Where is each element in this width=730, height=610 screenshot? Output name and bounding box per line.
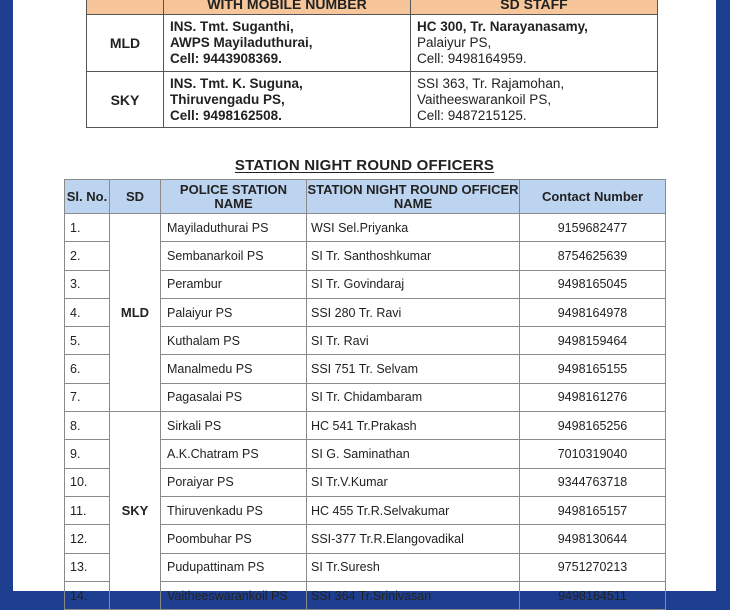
sd-staff-row-sky — [87, 72, 658, 128]
officer-name: SI Tr.Suresh — [307, 553, 520, 581]
serial-number: 9. — [65, 440, 110, 468]
serial-number: 7. — [65, 383, 110, 411]
contact-number: 9498165256 — [520, 412, 666, 440]
contact-number: 9498130644 — [520, 525, 666, 553]
table-row — [65, 412, 666, 440]
officer-name: SI Tr. Ravi — [307, 327, 520, 355]
serial-number: 11. — [65, 496, 110, 524]
officer-name: SI Tr. Govindaraj — [307, 270, 520, 298]
officer-rows — [65, 214, 666, 610]
contact-number: 9751270213 — [520, 553, 666, 581]
police-station-name: Poombuhar PS — [161, 525, 307, 553]
officer-name: SSI 751 Tr. Selvam — [307, 355, 520, 383]
sd-code: SKY — [87, 72, 164, 128]
serial-number: 6. — [65, 355, 110, 383]
officer-name: SSI-377 Tr.R.Elangovadikal — [307, 525, 520, 553]
serial-number: 5. — [65, 327, 110, 355]
police-station-name: Kuthalam PS — [161, 327, 307, 355]
police-station-name: Palaiyur PS — [161, 298, 307, 326]
contact-number: 9498161276 — [520, 383, 666, 411]
police-station-name: Manalmedu PS — [161, 355, 307, 383]
police-station-name: A.K.Chatram PS — [161, 440, 307, 468]
police-station-name: Vaitheeswarankoil PS — [161, 581, 307, 609]
sd-code: MLD — [87, 15, 164, 72]
staff-contact: SSI 363, Tr. Rajamohan, Vaitheeswarankoil PS, Cell: 9487215125. — [411, 72, 658, 128]
sd-header: SD — [110, 180, 161, 214]
serial-number: 14. — [65, 581, 110, 609]
police-station-name: Sembanarkoil PS — [161, 242, 307, 270]
serial-number: 12. — [65, 525, 110, 553]
contact-number: 9498164978 — [520, 298, 666, 326]
serial-number: 8. — [65, 412, 110, 440]
serial-number: 10. — [65, 468, 110, 496]
sd-staff-header-row — [87, 0, 658, 15]
officer-name-header: STATION NIGHT ROUND OFFICER NAME — [307, 180, 520, 214]
police-station-name: Poraiyar PS — [161, 468, 307, 496]
serial-number: 13. — [65, 553, 110, 581]
police-station-header: POLICE STATION NAME — [161, 180, 307, 214]
sd-code: SKY — [110, 412, 161, 610]
contact-number: 9498165155 — [520, 355, 666, 383]
police-station-name: Pagasalai PS — [161, 383, 307, 411]
staff-contact: HC 300, Tr. Narayanasamy, Palaiyur PS, Cell: 9498164959. — [411, 15, 658, 72]
sd-header — [87, 0, 164, 15]
police-station-name: Thiruvenkadu PS — [161, 496, 307, 524]
officer-name: HC 541 Tr.Prakash — [307, 412, 520, 440]
table-header-row — [65, 180, 666, 214]
serial-number: 3. — [65, 270, 110, 298]
contact-number: 9498165045 — [520, 270, 666, 298]
section-title: STATION NIGHT ROUND OFFICERS — [234, 157, 495, 174]
sd-staff-table — [86, 0, 658, 128]
serial-number: 1. — [65, 214, 110, 242]
sd-code: MLD — [110, 214, 161, 412]
contact-number: 9159682477 — [520, 214, 666, 242]
officer-name: SI Tr. Santhoshkumar — [307, 242, 520, 270]
officer-name: HC 455 Tr.R.Selvakumar — [307, 496, 520, 524]
police-station-name: Sirkali PS — [161, 412, 307, 440]
contact-number: 9498164511 — [520, 581, 666, 609]
officer-name: WSI Sel.Priyanka — [307, 214, 520, 242]
table-row — [65, 214, 666, 242]
contact-number: 9498165157 — [520, 496, 666, 524]
contact-number-header: Contact Number — [520, 180, 666, 214]
officer-name: SI Tr. Chidambaram — [307, 383, 520, 411]
officer-name: SI G. Saminathan — [307, 440, 520, 468]
contact-number: 7010319040 — [520, 440, 666, 468]
serial-number: 2. — [65, 242, 110, 270]
inspector-contact: INS. Tmt. Suganthi, AWPS Mayiladuthurai, Cell: 9443908369. — [164, 15, 411, 72]
serial-number: 4. — [65, 298, 110, 326]
night-round-officers-table — [64, 179, 666, 610]
mobile-number-header: WITH MOBILE NUMBER — [164, 0, 411, 15]
officer-name: SSI 280 Tr. Ravi — [307, 298, 520, 326]
officer-name: SI Tr.V.Kumar — [307, 468, 520, 496]
sd-staff-header: SD STAFF — [411, 0, 658, 15]
officer-name: SSI 364 Tr.Srinivasan — [307, 581, 520, 609]
sd-staff-row-mld — [87, 15, 658, 72]
contact-number: 8754625639 — [520, 242, 666, 270]
contact-number: 9498159464 — [520, 327, 666, 355]
serial-number-header: Sl. No. — [65, 180, 110, 214]
inspector-contact: INS. Tmt. K. Suguna, Thiruvengadu PS, Cell: 9498162508. — [164, 72, 411, 128]
police-station-name: Mayiladuthurai PS — [161, 214, 307, 242]
document-page — [13, 0, 716, 603]
police-station-name: Perambur — [161, 270, 307, 298]
contact-number: 9344763718 — [520, 468, 666, 496]
police-station-name: Pudupattinam PS — [161, 553, 307, 581]
